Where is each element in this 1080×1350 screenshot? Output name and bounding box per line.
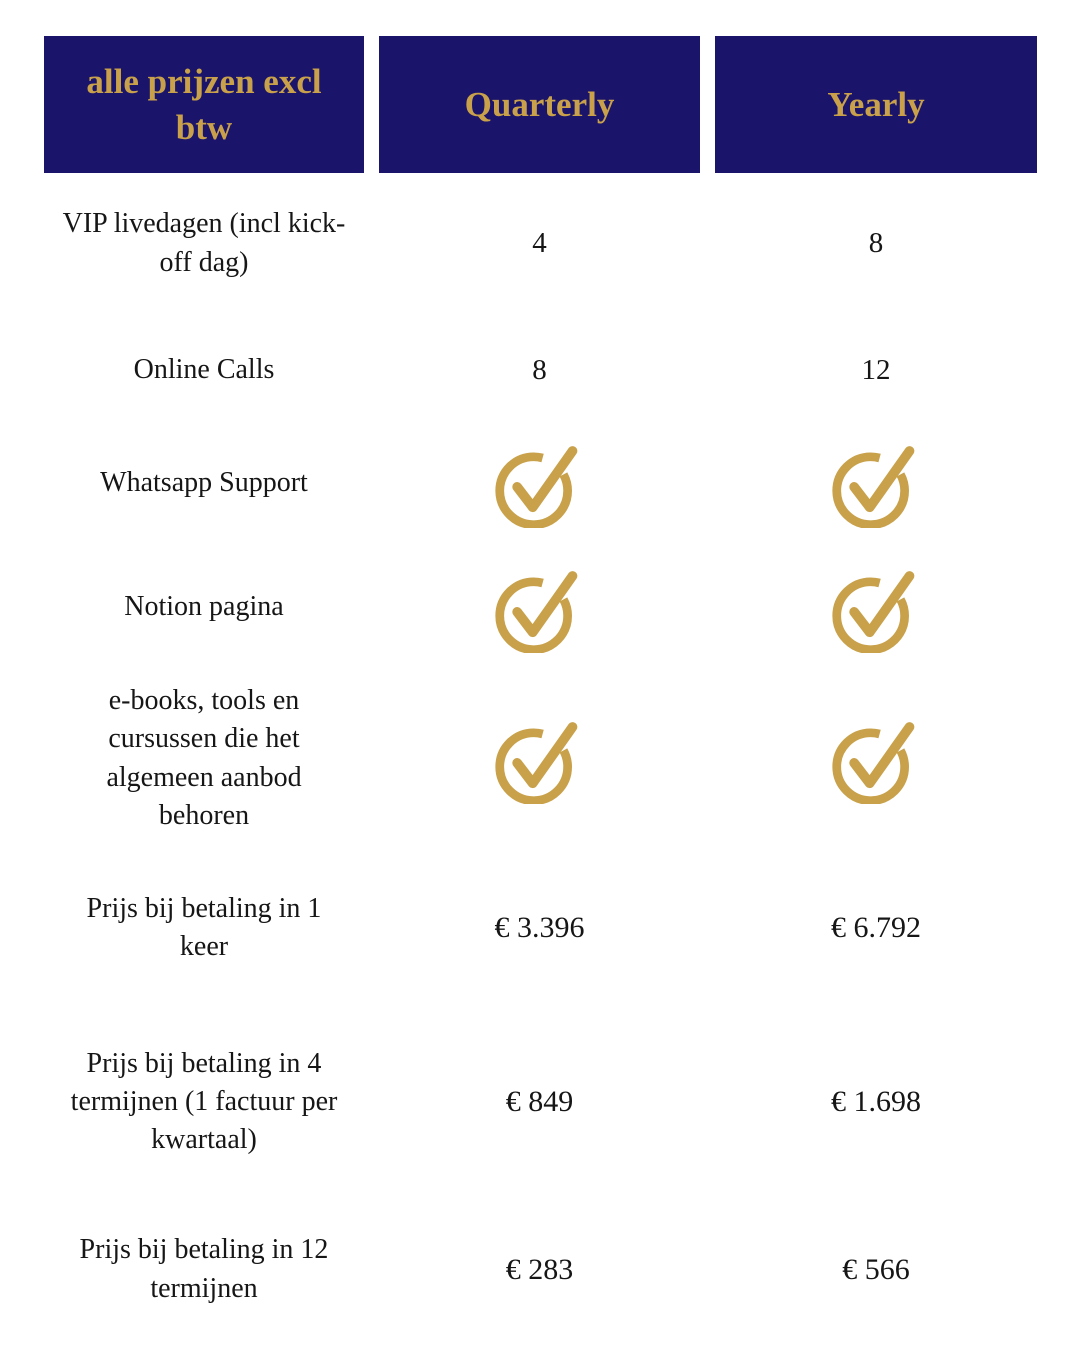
row-label-whatsapp-support bbox=[44, 427, 364, 539]
row-label-text: Prijs bij betaling in 4 termijnen (1 factuur per kwartaal) bbox=[70, 1047, 338, 1156]
prijs-4termijnen-yearly-value bbox=[715, 1015, 1037, 1189]
price-text: € 1.698 bbox=[831, 1085, 921, 1118]
row-label-vip-livedagen bbox=[44, 173, 364, 314]
row-label-online-calls bbox=[44, 314, 364, 427]
price-text: € 849 bbox=[505, 1085, 574, 1118]
prijs-12termijnen-quarterly-value bbox=[379, 1189, 700, 1350]
prijs-1keer-yearly-value bbox=[715, 841, 1037, 1015]
row-label-text: Notion pagina bbox=[124, 591, 284, 623]
check-icon bbox=[828, 438, 925, 528]
check-icon bbox=[828, 563, 925, 653]
price-text: € 566 bbox=[842, 1252, 910, 1286]
header-feature-cell bbox=[44, 36, 364, 173]
prijs-1keer-quarterly-value bbox=[379, 841, 700, 1015]
row-label-ebooks-tools bbox=[44, 676, 364, 841]
row-label-prijs-12-termijnen bbox=[44, 1189, 364, 1350]
check-icon bbox=[828, 714, 925, 804]
price-text: € 283 bbox=[505, 1252, 574, 1286]
value-text: 8 bbox=[532, 354, 547, 386]
row-vip-yearly-value bbox=[715, 173, 1037, 314]
check-icon bbox=[491, 714, 588, 804]
row-label-prijs-4-termijnen bbox=[44, 1015, 364, 1189]
row-label-notion-pagina bbox=[44, 539, 364, 676]
value-text: 4 bbox=[532, 227, 547, 259]
header-quarterly-cell bbox=[379, 36, 700, 173]
row-label-text: Prijs bij betaling in 12 termijnen bbox=[79, 1234, 329, 1304]
row-label-prijs-1-keer bbox=[44, 841, 364, 1015]
row-label-text: Whatsapp Support bbox=[100, 466, 308, 498]
prijs-4termijnen-quarterly-value bbox=[379, 1015, 700, 1189]
whatsapp-quarterly-check bbox=[379, 427, 700, 539]
row-vip-quarterly-value bbox=[379, 173, 700, 314]
ebooks-yearly-check bbox=[715, 676, 1037, 841]
row-label-text: VIP livedagen (incl kick-off dag) bbox=[62, 208, 346, 278]
check-icon bbox=[491, 438, 588, 528]
notion-quarterly-check bbox=[379, 539, 700, 676]
pricing-table bbox=[44, 36, 1037, 1350]
header-feature-label: alle prijzen excl btw bbox=[86, 62, 322, 147]
whatsapp-yearly-check bbox=[715, 427, 1037, 539]
header-yearly-label: Yearly bbox=[827, 84, 925, 124]
price-text: € 6.792 bbox=[831, 911, 921, 944]
check-icon bbox=[491, 563, 588, 653]
row-calls-quarterly-value bbox=[379, 314, 700, 427]
row-label-text: Prijs bij betaling in 1 keer bbox=[86, 892, 322, 962]
row-label-text: e-books, tools en cursussen die het algemeen aanbod behoren bbox=[106, 685, 302, 831]
row-calls-yearly-value bbox=[715, 314, 1037, 427]
prijs-12termijnen-yearly-value bbox=[715, 1189, 1037, 1350]
header-yearly-cell bbox=[715, 36, 1037, 173]
value-text: 12 bbox=[861, 354, 891, 386]
notion-yearly-check bbox=[715, 539, 1037, 676]
ebooks-quarterly-check bbox=[379, 676, 700, 841]
price-text: € 3.396 bbox=[494, 911, 585, 944]
value-text: 8 bbox=[868, 227, 884, 259]
header-quarterly-label: Quarterly bbox=[464, 84, 615, 124]
row-label-text: Online Calls bbox=[133, 354, 275, 386]
